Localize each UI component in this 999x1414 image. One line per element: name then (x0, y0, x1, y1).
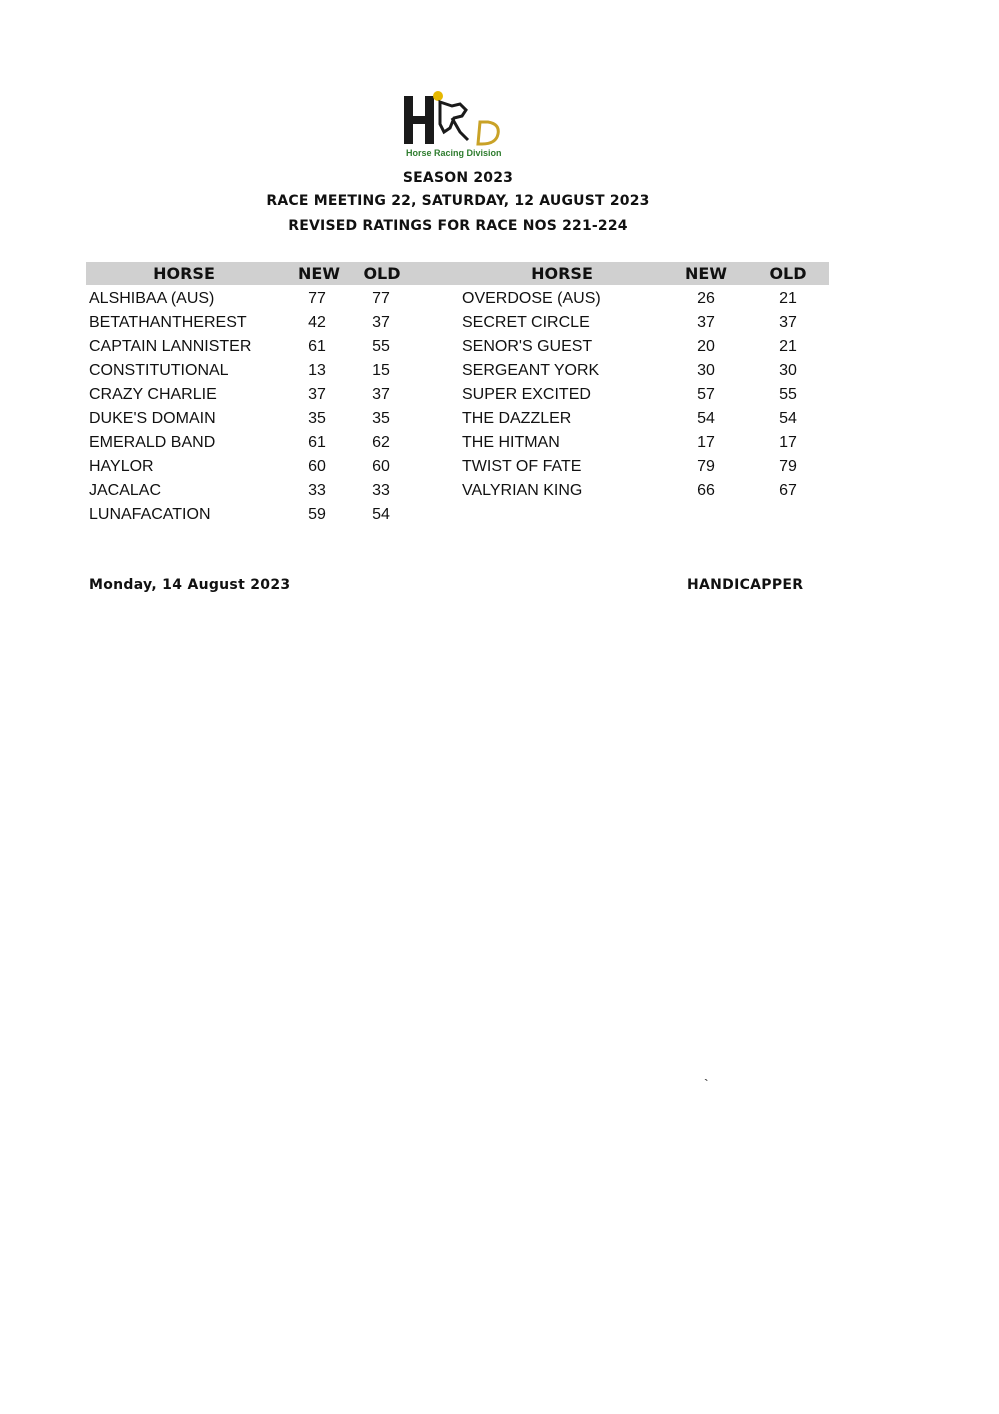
table-row (89, 359, 419, 383)
col-new-right: NEW (685, 264, 727, 283)
meeting-title: RACE MEETING 22, SATURDAY, 12 AUGUST 2023 (266, 193, 650, 209)
col-old-left: OLD (363, 264, 401, 283)
new-rating: 66 (697, 482, 715, 499)
new-rating: 54 (697, 410, 715, 427)
table-row (462, 359, 822, 383)
old-rating: 79 (779, 458, 797, 475)
table-row (462, 431, 822, 455)
hrd-logo (400, 88, 510, 160)
new-rating: 33 (308, 482, 326, 499)
old-rating: 37 (372, 314, 390, 331)
horse-name: SENOR'S GUEST (462, 338, 593, 355)
old-rating: 55 (372, 338, 390, 355)
old-rating: 15 (372, 362, 390, 379)
new-rating: 59 (308, 506, 326, 523)
old-rating: 54 (372, 506, 390, 523)
old-rating: 54 (779, 410, 797, 427)
table-row (462, 407, 822, 431)
table-row (462, 287, 822, 311)
old-rating: 17 (779, 434, 797, 451)
new-rating: 42 (308, 314, 326, 331)
new-rating: 61 (308, 434, 326, 451)
old-rating: 55 (779, 386, 797, 403)
old-rating: 62 (372, 434, 390, 451)
table-row (462, 455, 822, 479)
issue-date: Monday, 14 August 2023 (89, 577, 291, 593)
season-title: SEASON 2023 (402, 170, 514, 186)
ratings-left-column (89, 287, 419, 527)
table-row (89, 431, 419, 455)
table-row (89, 407, 419, 431)
horse-name: THE HITMAN (462, 434, 560, 451)
old-rating: 60 (372, 458, 390, 475)
table-row (462, 335, 822, 359)
handicapper-signature: HANDICAPPER (687, 577, 804, 593)
old-rating: 30 (779, 362, 797, 379)
horse-name: SUPER EXCITED (462, 386, 591, 403)
new-rating: 20 (697, 338, 715, 355)
new-rating: 61 (308, 338, 326, 355)
horse-name: CRAZY CHARLIE (89, 386, 217, 403)
new-rating: 30 (697, 362, 715, 379)
new-rating: 77 (308, 290, 326, 307)
table-row (89, 455, 419, 479)
old-rating: 77 (372, 290, 390, 307)
horse-name: TWIST OF FATE (462, 458, 582, 475)
old-rating: 37 (779, 314, 797, 331)
old-rating: 21 (779, 338, 797, 355)
horse-name: CONSTITUTIONAL (89, 362, 229, 379)
col-old-right: OLD (769, 264, 807, 283)
table-row (89, 335, 419, 359)
horse-name: EMERALD BAND (89, 434, 216, 451)
old-rating: 35 (372, 410, 390, 427)
table-row (89, 503, 419, 527)
new-rating: 37 (697, 314, 715, 331)
table-row (89, 383, 419, 407)
horse-name: OVERDOSE (AUS) (462, 290, 601, 307)
horse-name: SERGEANT YORK (462, 362, 600, 379)
old-rating: 33 (372, 482, 390, 499)
table-row (89, 311, 419, 335)
stray-mark: ` (704, 1076, 709, 1092)
horse-name: BETATHANTHEREST (89, 314, 247, 331)
new-rating: 17 (697, 434, 715, 451)
old-rating: 67 (779, 482, 797, 499)
table-row (462, 311, 822, 335)
horse-name: LUNAFACATION (89, 506, 211, 523)
col-new-left: NEW (298, 264, 340, 283)
col-horse-left: HORSE (153, 264, 215, 283)
table-row (89, 287, 419, 311)
horse-name: DUKE'S DOMAIN (89, 410, 216, 427)
old-rating: 21 (779, 290, 797, 307)
table-row (462, 479, 822, 503)
horse-name: CAPTAIN LANNISTER (89, 338, 252, 355)
logo-caption: Horse Racing Division (406, 148, 502, 158)
new-rating: 57 (697, 386, 715, 403)
col-horse-right: HORSE (531, 264, 593, 283)
new-rating: 60 (308, 458, 326, 475)
new-rating: 37 (308, 386, 326, 403)
ratings-table-header (86, 262, 829, 285)
table-row (462, 383, 822, 407)
horse-name: HAYLOR (89, 458, 154, 475)
horse-name: THE DAZZLER (462, 410, 572, 427)
ratings-right-column (462, 287, 822, 503)
horse-name: JACALAC (89, 482, 162, 499)
new-rating: 79 (697, 458, 715, 475)
new-rating: 35 (308, 410, 326, 427)
table-row (89, 479, 419, 503)
horse-jockey-logo-icon (400, 88, 510, 148)
horse-name: SECRET CIRCLE (462, 314, 590, 331)
horse-name: VALYRIAN KING (462, 482, 583, 499)
new-rating: 13 (308, 362, 326, 379)
horse-name: ALSHIBAA (AUS) (89, 290, 215, 307)
new-rating: 26 (697, 290, 715, 307)
old-rating: 37 (372, 386, 390, 403)
ratings-subtitle: REVISED RATINGS FOR RACE NOS 221-224 (288, 218, 628, 234)
